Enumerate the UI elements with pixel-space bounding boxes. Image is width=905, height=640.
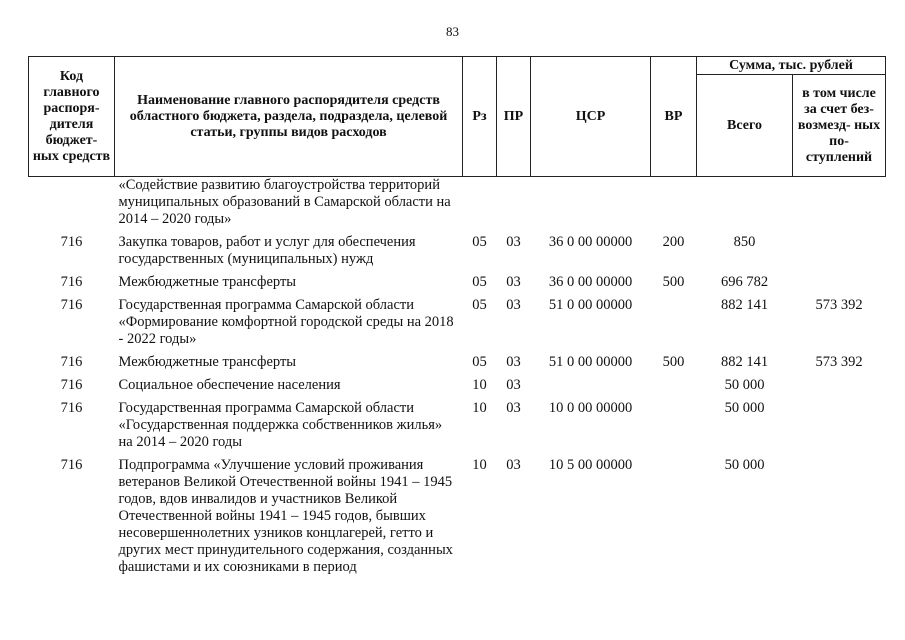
- row-code: [29, 177, 115, 235]
- row-rz: 10: [472, 400, 487, 416]
- row-free: [793, 234, 886, 274]
- header-name: Наименование главного распорядителя средств областного бюджета, раздела, подраздела, целевой статьи, группы видов расходов: [115, 57, 463, 177]
- row-code: 716: [60, 297, 83, 313]
- row-csr: 51 0 00 00000: [548, 297, 633, 313]
- row-csr: 10 0 00 00000: [548, 400, 633, 416]
- row-rz: 10: [472, 457, 487, 473]
- row-rz: 05: [472, 274, 487, 290]
- row-rz: 05: [472, 354, 487, 370]
- row-rz: 10: [472, 377, 487, 393]
- table-row: [29, 457, 886, 576]
- row-rz: [463, 177, 497, 235]
- row-vr: 500: [662, 354, 685, 370]
- row-vr: [651, 177, 697, 235]
- row-pr: 03: [506, 377, 521, 393]
- row-pr: 03: [506, 234, 521, 250]
- row-pr: 03: [506, 400, 521, 416]
- table-row: [29, 234, 886, 274]
- row-name: Подпрограмма «Улучшение условий проживания ветеранов Великой Отечественной войны 1941 – 1945 годов, вдов инвалидов и участников Великой Отечественной войны 1941 – 1945 годов, бывших несовершеннолетних узников концлагерей, гетто и других мест принудительного содержания, созданных фашистами и их союзниками в период: [118, 457, 453, 575]
- row-total: 850: [733, 234, 756, 250]
- page-number: 83: [446, 24, 459, 39]
- row-total: 50 000: [724, 377, 765, 393]
- row-rz: 05: [472, 234, 487, 250]
- row-total: 882 141: [720, 297, 769, 313]
- row-free: [793, 274, 886, 297]
- row-free: [793, 377, 886, 400]
- header-rz: Рз: [463, 57, 497, 177]
- row-csr: 36 0 00 00000: [548, 234, 633, 250]
- row-free: 573 392: [815, 297, 863, 313]
- row-total: 696 782: [720, 274, 769, 290]
- row-name: Межбюджетные трансферты: [118, 354, 297, 370]
- row-total: 50 000: [724, 400, 765, 416]
- header-pr: ПР: [497, 57, 531, 177]
- row-total: 50 000: [724, 457, 765, 473]
- row-code: 716: [60, 354, 83, 370]
- row-code: 716: [60, 377, 83, 393]
- row-free: [793, 457, 886, 576]
- row-pr: 03: [506, 274, 521, 290]
- table-row: [29, 400, 886, 457]
- row-csr: 10 5 00 00000: [548, 457, 633, 473]
- row-vr: 500: [662, 274, 685, 290]
- row-rz: 05: [472, 297, 487, 313]
- row-name: «Содействие развитию благоустройства территорий муниципальных образований в Самарской области на 2014 – 2020 годы»: [118, 177, 451, 227]
- row-free: [793, 400, 886, 457]
- row-code: 716: [60, 234, 83, 250]
- row-vr: 200: [662, 234, 685, 250]
- row-csr: [531, 177, 651, 235]
- row-csr: 51 0 00 00000: [548, 354, 633, 370]
- row-code: 716: [60, 457, 83, 473]
- row-code: 716: [60, 274, 83, 290]
- row-pr: [497, 177, 531, 235]
- row-pr: 03: [506, 297, 521, 313]
- budget-table: [28, 56, 886, 576]
- row-name: Государственная программа Самарской области «Государственная поддержка собственников жилья» на 2014 – 2020 годы: [118, 400, 443, 450]
- header-vr: ВР: [651, 57, 697, 177]
- header-free: в том числе за счет без- возмезд- ных по- ступлений: [793, 75, 886, 177]
- table-row: [29, 274, 886, 297]
- header-csr: ЦСР: [531, 57, 651, 177]
- row-pr: 03: [506, 354, 521, 370]
- header-sum-group: Сумма, тыс. рублей: [697, 57, 886, 75]
- row-vr: [651, 400, 697, 457]
- header-code: Код главного распоря- дителя бюджет- ных средств: [29, 57, 115, 177]
- row-vr: [651, 377, 697, 400]
- table-row: [29, 354, 886, 377]
- row-total: [697, 177, 793, 235]
- row-name: Социальное обеспечение населения: [118, 377, 341, 393]
- row-code: 716: [60, 400, 83, 416]
- table-row: [29, 297, 886, 354]
- row-csr: [531, 377, 651, 400]
- row-vr: [651, 297, 697, 354]
- table-row: [29, 377, 886, 400]
- row-vr: [651, 457, 697, 576]
- row-pr: 03: [506, 457, 521, 473]
- row-free: [793, 177, 886, 235]
- header-total: Всего: [697, 75, 793, 177]
- table-row: [29, 177, 886, 235]
- row-name: Государственная программа Самарской области «Формирование комфортной городской среды на 2018 - 2022 годы»: [118, 297, 454, 347]
- row-csr: 36 0 00 00000: [548, 274, 633, 290]
- row-total: 882 141: [720, 354, 769, 370]
- row-name: Закупка товаров, работ и услуг для обеспечения государственных (муниципальных) нужд: [118, 234, 416, 267]
- row-free: 573 392: [815, 354, 863, 370]
- row-name: Межбюджетные трансферты: [118, 274, 297, 290]
